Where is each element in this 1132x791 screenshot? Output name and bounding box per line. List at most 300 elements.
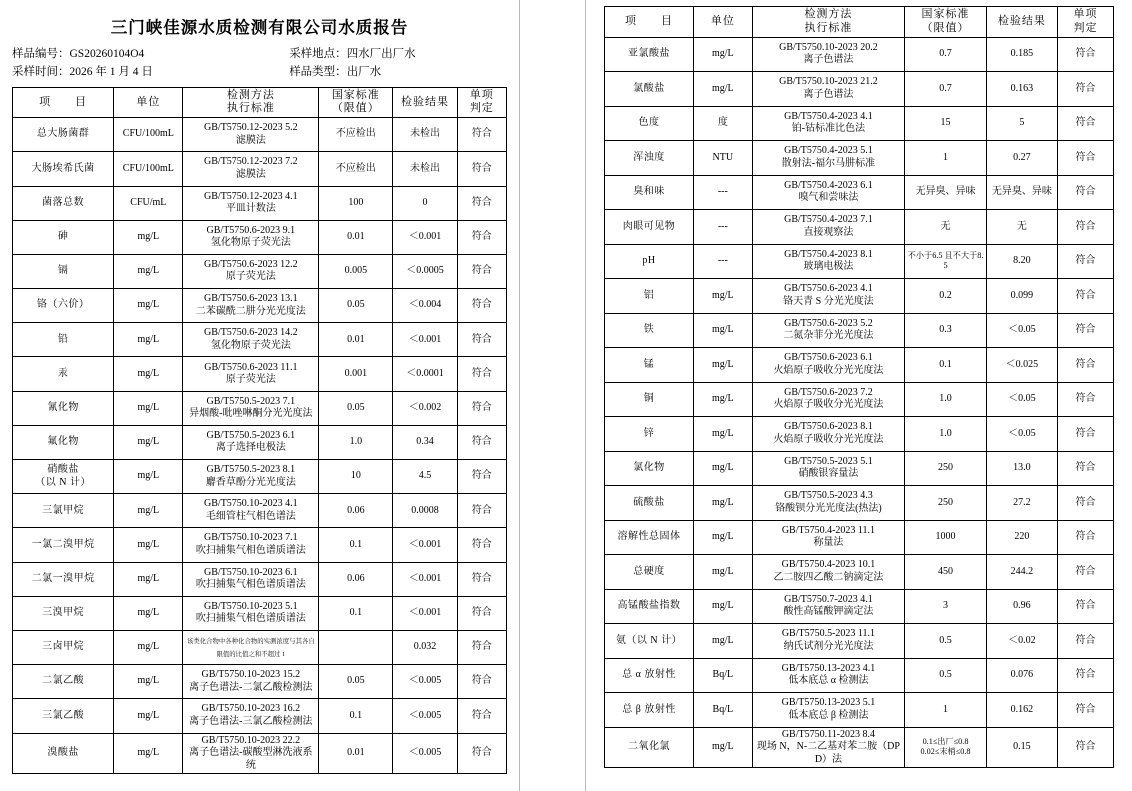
table-header-row [605,7,1114,38]
cell-result: ＜0.001 [393,323,457,357]
cell-judgement: 符合 [457,118,506,152]
cell-result: 0.34 [393,425,457,459]
table-row [605,693,1114,728]
cell-unit: mg/L [694,348,753,383]
cell-limit: 0.1≤出厂≤0.8 0.02≤末梢≤0.8 [905,727,986,768]
cell-result: ＜0.001 [393,220,457,254]
report-sheet-left [0,0,519,791]
sample-type [289,64,507,82]
cell-judgement: 符合 [1057,382,1113,417]
cell-unit: 度 [694,106,753,141]
cell-item: 锌 [605,417,694,452]
cell-limit: 250 [905,486,986,521]
cell-result: 27.2 [986,486,1057,521]
cell-unit: CFU/100mL [114,118,183,152]
cell-method-standard: GB/T5750.10-2023 6.1 吹扫捕集气相色谱质谱法 [183,562,319,596]
table-row [13,665,507,699]
header-limit [319,87,393,118]
cell-result: 0 [393,186,457,220]
cell-result: 无异臭、异味 [986,175,1057,210]
cell-unit: CFU/100mL [114,152,183,186]
cell-method-standard: GB/T5750.4-2023 10.1 乙二胺四乙酸二钠滴定法 [752,555,905,590]
header-unit: 单位 [114,87,183,118]
cell-result: 0.15 [986,727,1057,768]
cell-result: ＜0.002 [393,391,457,425]
cell-method-standard: GB/T5750.10-2023 20.2 离子色谱法 [752,37,905,72]
cell-unit: mg/L [114,494,183,528]
table-row [13,528,507,562]
cell-unit: mg/L [114,323,183,357]
cell-limit: 3 [905,589,986,624]
cell-result: ＜0.0005 [393,254,457,288]
cell-item: 臭和味 [605,175,694,210]
cell-method-standard: GB/T5750.5-2023 6.1 离子选择电极法 [183,425,319,459]
cell-item: 三氯乙酸 [13,699,114,733]
sample-site-label: 采样地点： [289,48,347,60]
cell-result: 0.185 [986,37,1057,72]
table-row [605,348,1114,383]
cell-unit: mg/L [114,630,183,664]
cell-unit: mg/L [694,72,753,107]
cell-method-standard: GB/T5750.7-2023 4.1 酸性高锰酸钾滴定法 [752,589,905,624]
cell-result: ＜0.005 [393,665,457,699]
meta-row-2 [12,64,507,82]
cell-method-standard: GB/T5750.10-2023 7.1 吹扫捕集气相色谱质谱法 [183,528,319,562]
cell-judgement: 符合 [457,152,506,186]
cell-judgement: 符合 [457,562,506,596]
cell-limit: 0.06 [319,562,393,596]
results-table-left [12,87,507,774]
cell-judgement: 符合 [1057,313,1113,348]
cell-result: 8.20 [986,244,1057,279]
sample-site-value: 四水厂出厂水 [346,48,416,60]
cell-item: 二氧化氯 [605,727,694,768]
cell-method-standard: GB/T5750.6-2023 12.2 原子荧光法 [183,254,319,288]
cell-unit: mg/L [694,589,753,624]
cell-limit: 0.1 [319,528,393,562]
header-method-line1: 检测方法 [804,8,853,20]
sample-type-label: 样品类型： [289,65,347,78]
cell-limit: 1000 [905,520,986,555]
cell-judgement: 符合 [1057,486,1113,521]
cell-limit: 1 [905,141,986,176]
cell-item: 大肠埃希氏菌 [13,152,114,186]
header-limit [905,7,986,38]
cell-judgement: 符合 [1057,141,1113,176]
cell-result: 220 [986,520,1057,555]
table-row [605,72,1114,107]
cell-method-standard: GB/T5750.4-2023 6.1 嗅气和尝味法 [752,175,905,210]
cell-item: 铬（六价） [13,289,114,323]
cell-limit: 0.1 [319,699,393,733]
cell-limit: 0.2 [905,279,986,314]
cell-limit: 0.5 [905,624,986,659]
cell-limit: 1.0 [905,382,986,417]
cell-item: 色度 [605,106,694,141]
cell-unit: mg/L [694,486,753,521]
cell-method-standard: GB/T5750.6-2023 14.2 氢化物原子荧光法 [183,323,319,357]
cell-method-standard: GB/T5750.10-2023 4.1 毛细管柱气相色谱法 [183,494,319,528]
cell-limit: 0.05 [319,665,393,699]
cell-result: ＜0.05 [986,417,1057,452]
header-method [183,87,319,118]
cell-unit: mg/L [114,665,183,699]
table-row [605,451,1114,486]
table-row [605,244,1114,279]
cell-item: 高锰酸盐指数 [605,589,694,624]
cell-judgement: 符合 [1057,175,1113,210]
cell-judgement: 符合 [1057,624,1113,659]
cell-limit: 0.5 [905,658,986,693]
header-judge [457,87,506,118]
cell-unit: --- [694,175,753,210]
cell-limit: 0.1 [905,348,986,383]
table-row [13,254,507,288]
cell-method-standard: 该类化合物中各种化合物的实测浓度与其各自限值的比值之和不超过 1 [183,630,319,664]
cell-unit: mg/L [694,417,753,452]
sample-type-value: 出厂水 [346,65,382,78]
table-row [13,596,507,630]
table-row [13,323,507,357]
cell-item: 三溴甲烷 [13,596,114,630]
cell-result: ＜0.001 [393,528,457,562]
cell-judgement: 符合 [1057,210,1113,245]
cell-unit: NTU [694,141,753,176]
header-judge [1057,7,1113,38]
header-limit-line1: 国家标准 [921,8,970,20]
cell-item: 氨（以 N 计） [605,624,694,659]
cell-result: ＜0.005 [393,733,457,774]
cell-judgement: 符合 [457,460,506,494]
cell-result: 13.0 [986,451,1057,486]
header-method [752,7,905,38]
cell-unit: mg/L [114,425,183,459]
cell-item: 总 α 放射性 [605,658,694,693]
cell-judgement: 符合 [1057,451,1113,486]
table-row [13,391,507,425]
header-limit-line2: （限值） [331,102,380,115]
cell-judgement: 符合 [1057,417,1113,452]
cell-method-standard: GB/T5750.10-2023 22.2 离子色谱法-碳酸型淋洗液系统 [183,733,319,774]
cell-limit: 0.01 [319,220,393,254]
cell-judgement: 符合 [1057,106,1113,141]
cell-item: 一氯二溴甲烷 [13,528,114,562]
cell-method-standard: GB/T5750.5-2023 5.1 硝酸银容量法 [752,451,905,486]
cell-result: 无 [986,210,1057,245]
cell-method-standard: GB/T5750.4-2023 5.1 散射法-福尔马肼标准 [752,141,905,176]
table-row [605,141,1114,176]
cell-item: 三氯甲烷 [13,494,114,528]
cell-limit: 0.05 [319,289,393,323]
cell-method-standard: GB/T5750.6-2023 4.1 铬天青 S 分光光度法 [752,279,905,314]
cell-item: 镉 [13,254,114,288]
cell-result: ＜0.05 [986,382,1057,417]
cell-limit: 0.7 [905,72,986,107]
cell-item: pH [605,244,694,279]
table-row [605,313,1114,348]
sample-time-label: 采样时间： [12,65,70,78]
table-row [605,37,1114,72]
cell-result: 5 [986,106,1057,141]
cell-method-standard: GB/T5750.10-2023 16.2 离子色谱法-三氯乙酸检测法 [183,699,319,733]
table-row [605,520,1114,555]
cell-judgement: 符合 [1057,279,1113,314]
cell-method-standard: GB/T5750.6-2023 9.1 氢化物原子荧光法 [183,220,319,254]
cell-method-standard: GB/T5750.10-2023 15.2 离子色谱法-二氯乙酸检测法 [183,665,319,699]
header-item: 项 目 [605,7,694,38]
cell-limit: 0.3 [905,313,986,348]
cell-unit: mg/L [114,733,183,774]
table-row [13,562,507,596]
cell-method-standard: GB/T5750.11-2023 8.4 现场 N，N-二乙基对苯二胺（DPD）法 [752,727,905,768]
cell-limit: 不应检出 [319,152,393,186]
cell-judgement: 符合 [457,220,506,254]
cell-unit: mg/L [114,596,183,630]
cell-method-standard: GB/T5750.4-2023 4.1 铂-钴标准比色法 [752,106,905,141]
cell-judgement: 符合 [457,596,506,630]
cell-result: ＜0.005 [393,699,457,733]
cell-unit: Bq/L [694,693,753,728]
table-row [605,624,1114,659]
cell-item: 铝 [605,279,694,314]
cell-result: 0.162 [986,693,1057,728]
header-result: 检验结果 [393,87,457,118]
table-row [605,555,1114,590]
cell-item: 二氯一溴甲烷 [13,562,114,596]
cell-unit: mg/L [694,37,753,72]
cell-method-standard: GB/T5750.5-2023 11.1 纳氏试剂分光光度法 [752,624,905,659]
cell-unit: mg/L [694,727,753,768]
cell-item: 溶解性总固体 [605,520,694,555]
page-title: 三门峡佳源水质检测有限公司水质报告 [110,18,409,37]
cell-unit: mg/L [694,382,753,417]
cell-result: 0.076 [986,658,1057,693]
cell-method-standard: GB/T5750.6-2023 8.1 火焰原子吸收分光光度法 [752,417,905,452]
sample-site [289,46,507,64]
cell-method-standard: GB/T5750.5-2023 7.1 异烟酸-吡唑啉酮分光光度法 [183,391,319,425]
header-item: 项 目 [13,87,114,118]
cell-limit: 0.005 [319,254,393,288]
sample-no-value: GS20260104O4 [69,48,145,60]
table-row [13,699,507,733]
sample-meta [12,46,507,82]
cell-unit: mg/L [114,699,183,733]
table-row [605,279,1114,314]
cell-limit: 15 [905,106,986,141]
cell-unit: mg/L [694,279,753,314]
table-row [13,289,507,323]
report-sheet-right [586,0,1132,791]
cell-limit: 0.1 [319,596,393,630]
cell-limit: 100 [319,186,393,220]
cell-judgement: 符合 [1057,72,1113,107]
sample-time-value: 2026 年 1 月 4 日 [69,65,153,78]
cell-result: 0.96 [986,589,1057,624]
cell-method-standard: GB/T5750.4-2023 8.1 玻璃电极法 [752,244,905,279]
cell-method-standard: GB/T5750.6-2023 11.1 原子荧光法 [183,357,319,391]
cell-item: 氰化物 [13,391,114,425]
header-method-line1: 检测方法 [226,88,275,101]
cell-limit [319,630,393,664]
header-limit-line1: 国家标准 [331,88,380,101]
table-header-row [13,87,507,118]
table-row [13,186,507,220]
cell-result: 4.5 [393,460,457,494]
cell-result: ＜0.0001 [393,357,457,391]
cell-item: 总大肠菌群 [13,118,114,152]
cell-result: 244.2 [986,555,1057,590]
cell-judgement: 符合 [457,357,506,391]
cell-result: ＜0.004 [393,289,457,323]
sample-no [12,46,289,64]
cell-result: 未检出 [393,118,457,152]
page-separator-1 [519,0,520,791]
cell-unit: mg/L [694,520,753,555]
table-row [605,106,1114,141]
cell-result: 0.0008 [393,494,457,528]
cell-item: 二氯乙酸 [13,665,114,699]
cell-limit: 250 [905,451,986,486]
cell-judgement: 符合 [457,733,506,774]
cell-judgement: 符合 [1057,589,1113,624]
cell-result: 0.27 [986,141,1057,176]
cell-method-standard: GB/T5750.6-2023 5.2 二氮杂菲分光光度法 [752,313,905,348]
cell-result: 0.099 [986,279,1057,314]
cell-result: 0.032 [393,630,457,664]
cell-limit: 不应检出 [319,118,393,152]
header-judge-line1: 单项 [1073,8,1098,20]
table-row [605,486,1114,521]
table-row [13,118,507,152]
cell-method-standard: GB/T5750.10-2023 21.2 离子色谱法 [752,72,905,107]
cell-method-standard: GB/T5750.10-2023 5.1 吹扫捕集气相色谱质谱法 [183,596,319,630]
cell-limit: 450 [905,555,986,590]
cell-unit: mg/L [114,391,183,425]
results-table-left-body [13,118,507,774]
cell-judgement: 符合 [457,528,506,562]
cell-unit: mg/L [114,562,183,596]
cell-result: ＜0.05 [986,313,1057,348]
header-method-line2: 执行标准 [226,102,275,115]
cell-method-standard: GB/T5750.13-2023 4.1 低本底总 α 检测法 [752,658,905,693]
cell-limit: 0.06 [319,494,393,528]
cell-judgement: 符合 [1057,555,1113,590]
cell-result: ＜0.025 [986,348,1057,383]
cell-judgement: 符合 [457,186,506,220]
cell-judgement: 符合 [457,494,506,528]
cell-limit: 0.05 [319,391,393,425]
cell-item: 浑浊度 [605,141,694,176]
table-row [13,220,507,254]
cell-item: 肉眼可见物 [605,210,694,245]
cell-judgement: 符合 [457,630,506,664]
cell-method-standard: GB/T5750.12-2023 7.2 滤膜法 [183,152,319,186]
cell-item: 砷 [13,220,114,254]
cell-judgement: 符合 [1057,658,1113,693]
meta-row-1 [12,46,507,64]
cell-item: 三卤甲烷 [13,630,114,664]
cell-method-standard: GB/T5750.6-2023 6.1 火焰原子吸收分光光度法 [752,348,905,383]
cell-limit: 不小于6.5 且不大于8.5 [905,244,986,279]
cell-limit: 0.01 [319,323,393,357]
cell-item: 铜 [605,382,694,417]
cell-result: ＜0.001 [393,562,457,596]
cell-method-standard: GB/T5750.12-2023 5.2 滤膜法 [183,118,319,152]
cell-method-standard: GB/T5750.4-2023 7.1 直接观察法 [752,210,905,245]
cell-item: 硫酸盐 [605,486,694,521]
cell-item: 溴酸盐 [13,733,114,774]
cell-result: 未检出 [393,152,457,186]
cell-method-standard: GB/T5750.5-2023 8.1 麝香草酚分光光度法 [183,460,319,494]
cell-item: 铅 [13,323,114,357]
cell-judgement: 符合 [457,665,506,699]
cell-unit: mg/L [114,289,183,323]
cell-item: 汞 [13,357,114,391]
cell-unit: mg/L [694,313,753,348]
sample-time [12,64,289,82]
header-unit: 单位 [694,7,753,38]
cell-result: 0.163 [986,72,1057,107]
header-judge-line1: 单项 [469,88,494,101]
cell-item: 氟化物 [13,425,114,459]
cell-judgement: 符合 [457,289,506,323]
header-judge-line2: 判定 [469,102,494,115]
cell-judgement: 符合 [457,254,506,288]
cell-unit: --- [694,244,753,279]
cell-item: 锰 [605,348,694,383]
cell-judgement: 符合 [1057,693,1113,728]
cell-method-standard: GB/T5750.12-2023 4.1 平皿计数法 [183,186,319,220]
cell-method-standard: GB/T5750.13-2023 5.1 低本底总 β 检测法 [752,693,905,728]
cell-method-standard: GB/T5750.6-2023 7.2 火焰原子吸收分光光度法 [752,382,905,417]
table-row [605,658,1114,693]
cell-unit: CFU/mL [114,186,183,220]
header-method-line2: 执行标准 [804,21,853,34]
cell-judgement: 符合 [1057,520,1113,555]
cell-unit: Bq/L [694,658,753,693]
cell-item: 总 β 放射性 [605,693,694,728]
sample-no-label: 样品编号： [12,48,70,60]
header-limit-line2: （限值） [921,21,970,34]
cell-unit: mg/L [694,555,753,590]
table-row [13,733,507,774]
cell-method-standard: GB/T5750.6-2023 13.1 二苯碳酰二肼分光光度法 [183,289,319,323]
cell-method-standard: GB/T5750.5-2023 4.3 铬酸钡分光光度法(热法) [752,486,905,521]
cell-unit: mg/L [114,460,183,494]
cell-unit: mg/L [694,451,753,486]
cell-limit: 1 [905,693,986,728]
table-row [13,425,507,459]
table-row [605,417,1114,452]
cell-limit: 0.7 [905,37,986,72]
cell-unit: mg/L [694,624,753,659]
cell-item: 铁 [605,313,694,348]
cell-item: 硝酸盐 （以 N 计） [13,460,114,494]
cell-unit: --- [694,210,753,245]
cell-judgement: 符合 [457,391,506,425]
cell-judgement: 符合 [1057,348,1113,383]
cell-limit: 无异臭、异味 [905,175,986,210]
cell-item: 氯化物 [605,451,694,486]
table-row [605,175,1114,210]
cell-judgement: 符合 [1057,244,1113,279]
table-row [605,382,1114,417]
cell-judgement: 符合 [1057,727,1113,768]
header-judge-line2: 判定 [1073,21,1098,34]
cell-unit: mg/L [114,357,183,391]
cell-judgement: 符合 [457,425,506,459]
cell-limit: 0.001 [319,357,393,391]
